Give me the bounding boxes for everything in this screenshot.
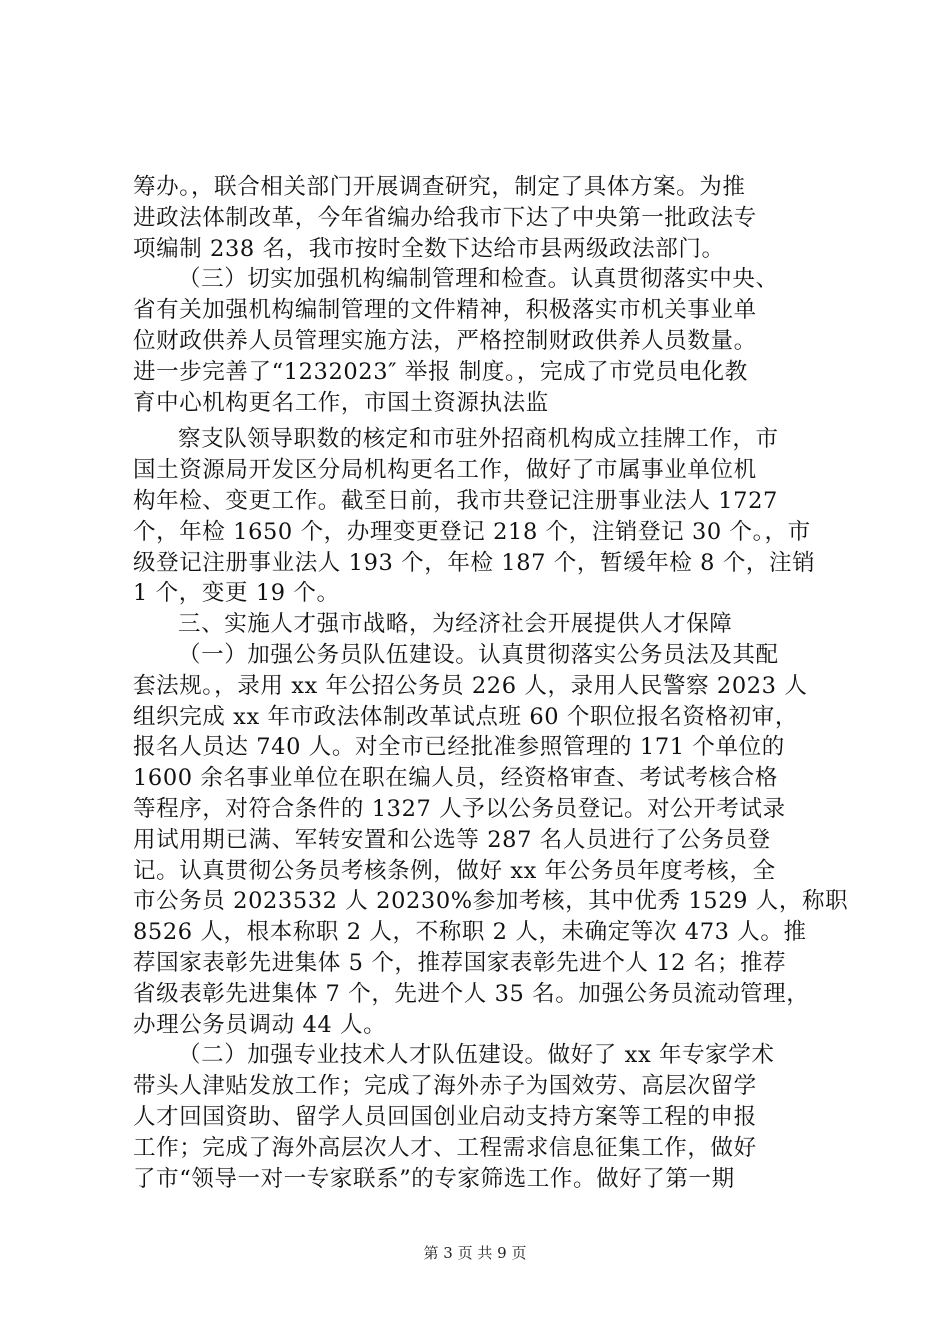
text-line: 筹办。，联合相关部门开展调查研究，制定了具体方案。为推 [133,174,746,200]
text-line: 报名人员达 740 人。对全市已经批准参照管理的 171 个单位的 [133,734,785,761]
text-line: 位财政供养人员管理实施方法，严格控制财政供养人员数量。 [133,327,757,354]
text-line: 8526 人，根本称职 2 人，不称职 2 人，未确定等次 473 人。推 [133,919,807,946]
text-line: 国土资源局开发区分局机构更名工作，做好了市属事业单位机 [133,457,757,484]
text-line: 用试用期已满、军转安置和公选等 287 名人员进行了公务员登 [133,826,771,853]
text-line: 了市“领导一对一专家联系”的专家筛选工作。做好了第一期 [133,1165,735,1192]
text-line: 办理公务员调动 44 人。 [133,1011,387,1038]
text-line: 套法规。，录用 xx 年公招公务员 226 人，录用人民警察 2023 人 [133,672,808,699]
text-line: 荐国家表彰先进集体 5 个，推荐国家表彰先进个人 12 名；推荐 [133,949,787,976]
page-footer [0,1243,950,1263]
text-line: 工作；完成了海外高层次人才、工程需求信息征集工作，做好 [133,1134,757,1161]
text-line: 育中心机构更名工作，市国土资源执法监 [133,389,549,416]
text-line: 察支队领导职数的核定和市驻外招商机构成立挂牌工作，市 [178,426,779,453]
text-line: 进一步完善了“1232023″ 举报 制度。，完成了市党员电化教 [133,358,748,385]
text-line: 构年检、变更工作。截至日前，我市共登记注册事业法人 1727 [133,487,778,514]
text-line: 人才回国资助、留学人员回国创业启动支持方案等工程的申报 [133,1103,757,1130]
text-line: 带头人津贴发放工作；完成了海外赤子为国效劳、高层次留学 [133,1073,757,1100]
text-line: 1600 余名事业单位在职在编人员，经资格审查、考试考核合格 [133,765,778,792]
text-line: 省级表彰先进集体 7 个，先进个人 35 名。加强公务员流动管理， [133,980,810,1007]
text-line: 进政法体制改革，今年省编办给我市下达了中央第一批政法专 [133,204,757,231]
text-line: 级登记注册事业法人 193 个，年检 187 个，暂缓年检 8 个，注销 [133,549,816,576]
text-line: 等程序，对符合条件的 1327 人予以公务员登记。对公开考试录 [133,795,786,822]
text-line: 市公务员 2023532 人 20230%参加考核，其中优秀 1529 人，称职 [133,888,849,915]
text-line: 个，年检 1650 个，办理变更登记 218 个，注销登记 30 个。，市 [133,518,811,545]
text-line: 1 个，变更 19 个。 [133,580,340,607]
text-line: （三）切实加强机构编制管理和检查。认真贯彻落实中央、 [178,266,779,293]
page-number: 第 3 页 共 9 页 [423,1244,527,1262]
text-line: 记。认真贯彻公务员考核条例，做好 xx 年公务员年度考核，全 [133,857,776,884]
body-text [133,172,849,1194]
text-line: （一）加强公务员队伍建设。认真贯彻落实公务员法及其配 [178,641,779,668]
text-line: 项编制 238 名，我市按时全数下达给市县两级政法部门。 [133,235,725,262]
text-line: （二）加强专业技术人才队伍建设。做好了 xx 年专家学术 [178,1042,775,1069]
text-line: 组织完成 xx 年市政法体制改革试点班 60 个职位报名资格初审， [133,703,798,730]
text-line: 省有关加强机构编制管理的文件精神，积极落实市机关事业单 [133,297,757,324]
section-heading: 三、实施人才强市战略，为经济社会开展提供人才保障 [178,611,733,638]
